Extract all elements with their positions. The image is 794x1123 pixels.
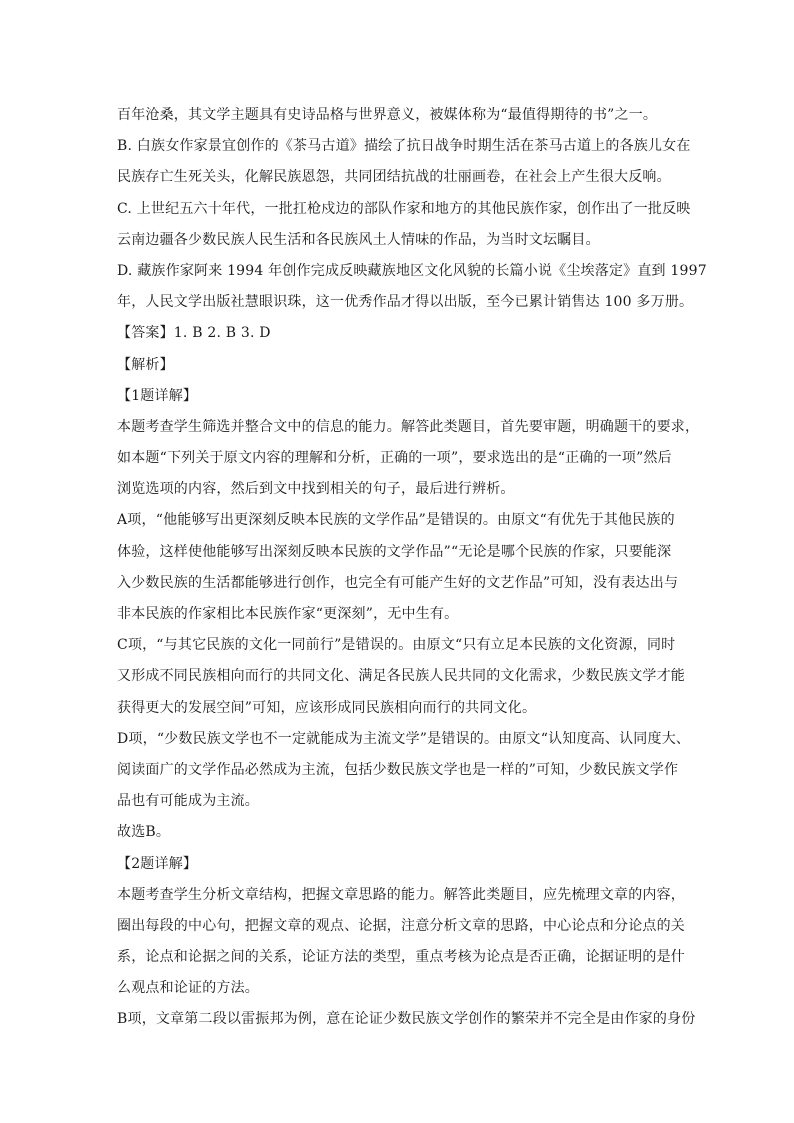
text-line: 系，论点和论据之间的关系，论证方法的类型，重点考核为论点是否正确，论据证明的是什 — [117, 949, 685, 966]
text-line: 本题考查学生筛选并整合文中的信息的能力。解答此类题目，首先要审题，明确题干的要求， — [117, 418, 700, 435]
text-line: 又形成不同民族相向而行的共同文化、满足各民族人民共同的文化需求，少数民族文学才能 — [117, 668, 685, 685]
text-line: 百年沧桑，其文学主题具有史诗品格与世界意义，被媒体称为“最值得期待的书”之一。 — [117, 107, 658, 123]
text-line: B项，文章第二段以雷振邦为例，意在论证少数民族文学创作的繁荣并不完全是由作家的身份 — [117, 1011, 696, 1028]
text-line: C项，“与其它民族的文化一同前行”是错误的。由原文“只有立足本民族的文化资源，同时 — [117, 637, 676, 654]
text-line: 品也有可能成为主流。 — [117, 793, 259, 810]
text-line: 圈出每段的中心句，把握文章的观点、论据，注意分析文章的思路，中心论点和分论点的关 — [117, 917, 685, 934]
text-line: 入少数民族的生活都能够进行创作，也完全有可能产生好的文艺作品”可知，没有表达出与 — [117, 574, 679, 591]
analysis-heading: 【解析】 — [117, 356, 174, 373]
text-line: 获得更大的发展空间”可知，应该形成同民族相向而行的共同文化。 — [117, 699, 537, 716]
text-line: A项，“他能够写出更深刻反映本民族的文学作品”是错误的。由原文“有优先于其他民族的 — [117, 512, 675, 529]
question-2-heading: 【2题详解】 — [117, 855, 198, 872]
answer-line: 【答案】1. B 2. B 3. D — [117, 325, 271, 342]
text-line: 如本题“下列关于原文内容的理解和分析，正确的一项”，要求选出的是“正确的一项”然后 — [117, 450, 672, 467]
text-line: 云南边疆各少数民族人民生活和各民族风土人情味的作品，为当时文坛瞩目。 — [117, 231, 600, 248]
text-line: 民族存亡生死关头，化解民族恩怨，共同团结抗战的壮丽画卷，在社会上产生很大反响。 — [117, 169, 671, 186]
option-c-line: C. 上世纪五六十年代，一批扛枪戍边的部队作家和地方的其他民族作家，创作出了一批反映 — [117, 200, 691, 217]
text-line: 年，人民文学出版社慧眼识珠，这一优秀作品才得以出版，至今已累计销售达 100 多万册。 — [117, 294, 694, 311]
text-line: 么观点和论证的方法。 — [117, 980, 259, 997]
text-line: 故选B。 — [117, 824, 171, 841]
question-1-heading: 【1题详解】 — [117, 387, 198, 404]
text-line: D项，“少数民族文学也不一定就能成为主流文学”是错误的。由原文“认知度高、认同度大、 — [117, 730, 691, 747]
text-line: 阅读面广的文学作品必然成为主流，包括少数民族文学也是一样的”可知，少数民族文学作 — [117, 761, 679, 778]
option-b-line: B. 白族女作家景宜创作的《茶马古道》描绘了抗日战争时期生活在茶马古道上的各族儿女在 — [117, 138, 691, 155]
text-line: 体验，这样使他能够写出深刻反映本民族的文学作品”“无论是哪个民族的作家，只要能深 — [117, 543, 672, 560]
text-line: 本题考查学生分析文章结构，把握文章思路的能力。解答此类题目，应先梳理文章的内容， — [117, 886, 685, 903]
option-d-line: D. 藏族作家阿来 1994 年创作完成反映藏族地区文化风貌的长篇小说《尘埃落定》直到 1997 — [117, 262, 707, 279]
text-line: 浏览选项的内容，然后到文中找到相关的句子，最后进行辨析。 — [117, 481, 515, 498]
text-line: 非本民族的作家相比本民族作家“更深刻”，无中生有。 — [117, 606, 459, 622]
document-page — [117, 100, 707, 1036]
